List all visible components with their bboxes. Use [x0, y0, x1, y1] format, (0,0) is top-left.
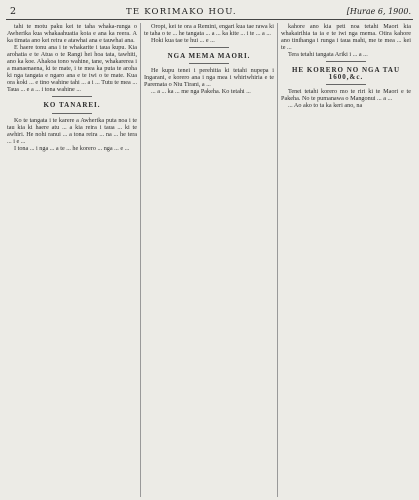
- page-header: [4, 6, 415, 18]
- section-rule: [189, 63, 229, 64]
- section-rule: [326, 84, 366, 85]
- section-heading: NGA MEMA MAORI.: [167, 52, 251, 61]
- paragraph: ... a ... ka ... me nga Pakeha. Ko tetahi ...: [151, 88, 251, 96]
- paragraph: Oropi, kei te ora a Remini, engari kua tae rawa ki te taha o te ... he tangata ... a ... ka kite ... i te ... a ...: [144, 23, 274, 38]
- section-rule: [326, 61, 366, 62]
- paragraph: He kupu tenei i perehitia ki tetahi nupepa i Ingarani, e korero ana i nga mea i whiriwhiria e te Paremata o Niu Tirani, a ...: [144, 67, 274, 89]
- section-rule: [52, 96, 92, 97]
- paragraph: ... Ao ako to ta ka keri ano, na: [288, 102, 363, 110]
- paragraph: Hoki kua tae te hui ... e ...: [151, 37, 215, 45]
- column-2: [141, 23, 277, 497]
- section-rule: [52, 113, 92, 114]
- paragraph: tahi te motu paku kei te taha whaka-runga o Awherika kua whakaahuatia koia e ana ka reera. A ka timata ano kei reira e atawhai ana e tauwhai ana.: [7, 23, 137, 45]
- section-rule: [189, 47, 229, 48]
- paragraph: kahore ano kia peti noa tetahi Maori kia whakairihia ta ia e te iwi nga mema. Otira kahore ano tinihanga i runga i taua mahi, me te mea ... kei te ...: [281, 23, 411, 52]
- issue-date: [Hurae 6, 1900.: [346, 7, 411, 16]
- paragraph: Ko te tangata i te karere a Awherika puta noa i te tau kia ki haere atu ... a kia reira i taua ... ki te awhiri. He nohi ranui ... a tona reira ... na ... he tera ... i e ...: [7, 116, 137, 145]
- page-number: 2: [10, 6, 17, 17]
- columns: [4, 23, 415, 497]
- masthead-title: TE KORIMAKO HOU.: [126, 7, 237, 17]
- paragraph: Tenei tetahi korero mo te riri ki te Maori e te Pakeha. No te pumanawa o Mangonui ... a ...: [281, 88, 411, 103]
- section-heading: HE KORERO NO NGA TAU 1600,&c.: [291, 66, 401, 82]
- paragraph: E haere tonu ana i te whakarite i taua kupu. Kia arohatia e te Atua o te Rangi hei hoa tata, tawhiti, ano ka koe. Ahakoa tono wahine, tane, whakarerea i a manaenaena, ki te mate, i te mea ka puta te aroha ki nga tangata e ngaro ana e te iwi o te mate. Kua ora koki ... e tino wahine tahi ... a i ... Tutu te mea ... Taua ... e a ... i tona wahine ...: [7, 44, 137, 94]
- column-3: [278, 23, 414, 497]
- header-rule: [6, 19, 413, 20]
- column-1: [4, 23, 140, 497]
- paragraph: I tona ... i nga ... a te ... he korero ... nga ... e ...: [14, 144, 130, 152]
- section-heading: KO TANAREI.: [43, 101, 101, 110]
- paragraph: Tera tetahi tangata Ariki i ... a ...: [288, 51, 368, 59]
